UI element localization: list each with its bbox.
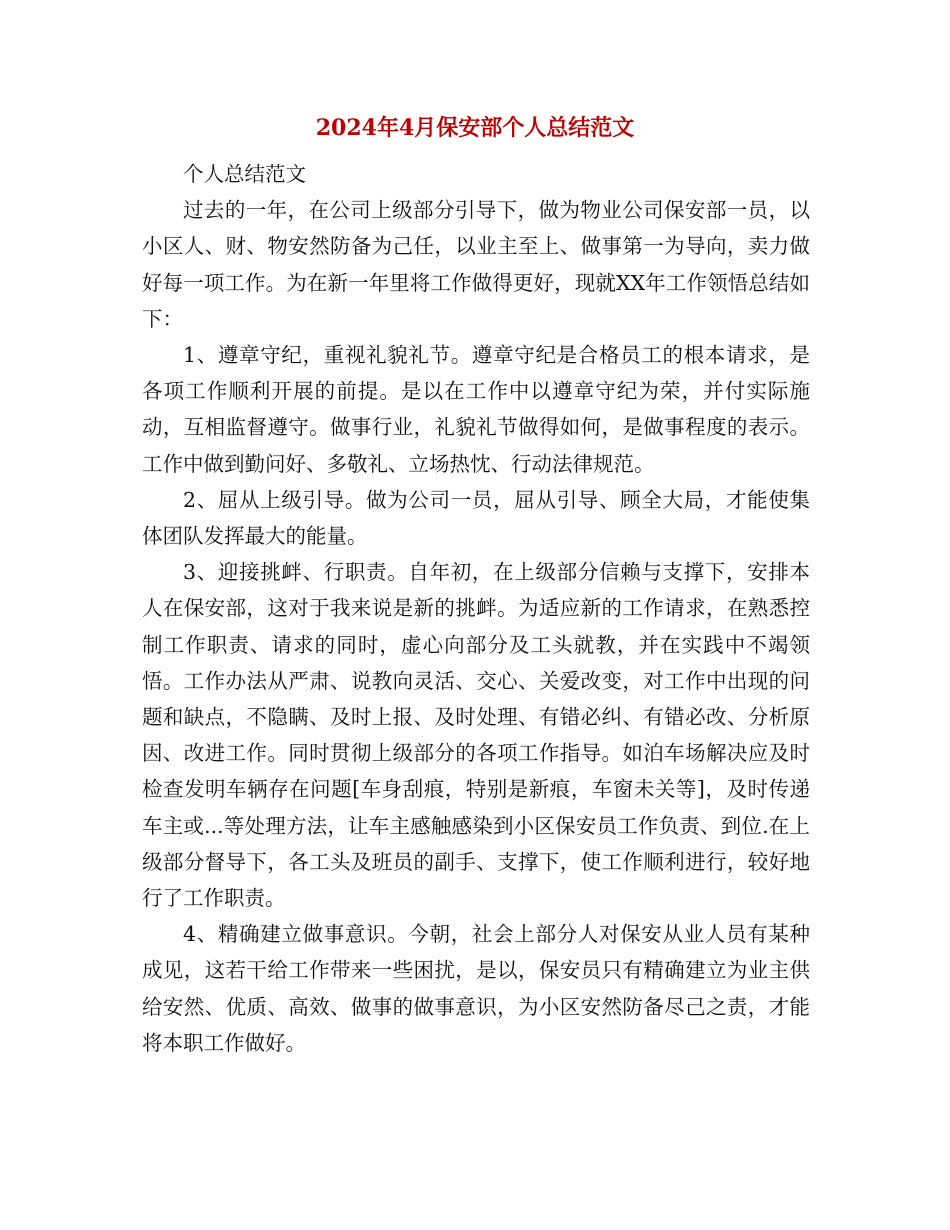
document-title: 2024年4月保安部个人总结范文 bbox=[315, 115, 635, 141]
paragraph-1: 1、遵章守纪，重视礼貌礼节。遵章守纪是合格员工的根本请求，是各项工作顺利开展的前提。是以在工作中以遵章守纪为荣，并付实际施动，互相监督遵守。做事行业，礼貌礼节做得如何，是做事程度的表示。工作中做到勤问好、多敬礼、立场热忱、行动法律规范。 bbox=[142, 343, 810, 476]
paragraph-2: 2、屈从上级引导。做为公司一员，屈从引导、顾全大局，才能使集体团队发挥最大的能量。 bbox=[142, 487, 810, 549]
paragraph-3: 3、迎接挑衅、行职责。自年初，在上级部分信赖与支撑下，安排本人在保安部，这对于我来说是新的挑衅。为适应新的工作请求，在熟悉控制工作职责、请求的同时，虚心向部分及工头就教，并在实践中不竭领悟。工作办法从严肃、说教向灵活、交心、关爱改变，对工作中出现的问题和缺点，不隐瞒、及时上报、及时处理、有错必纠、有错必改、分析原因、改进工作。同时贯彻上级部分的各项工作指导。如泊车场解决应及时检查发明车辆存在问题[车身刮痕，特别是新痕，车窗未关等]，及时传递车主或...等处理方法，让车主感触感染到小区保安员工作负责、到位.在上级部分督导下，各工头及班员的副手、支撑下，使工作顺利进行，较好地行了工作职责。 bbox=[142, 560, 810, 911]
section-heading: 个人总结范文 bbox=[183, 162, 306, 186]
document-body bbox=[142, 156, 810, 1061]
paragraph-intro: 过去的一年，在公司上级部分引导下，做为物业公司保安部一员，以小区人、财、物安然防备为己任，以业主至上、做事第一为导向，卖力做好每一项工作。为在新一年里将工作做得更好，现就XX年工作领悟总结如下： bbox=[142, 198, 810, 331]
paragraph-4: 4、精确建立做事意识。今朝，社会上部分人对保安从业人员有某种成见，这若干给工作带来一些困扰，是以，保安员只有精确建立为业主供给安然、优质、高效、做事的做事意识，为小区安然防备尽己之责，才能将本职工作做好。 bbox=[142, 922, 810, 1055]
